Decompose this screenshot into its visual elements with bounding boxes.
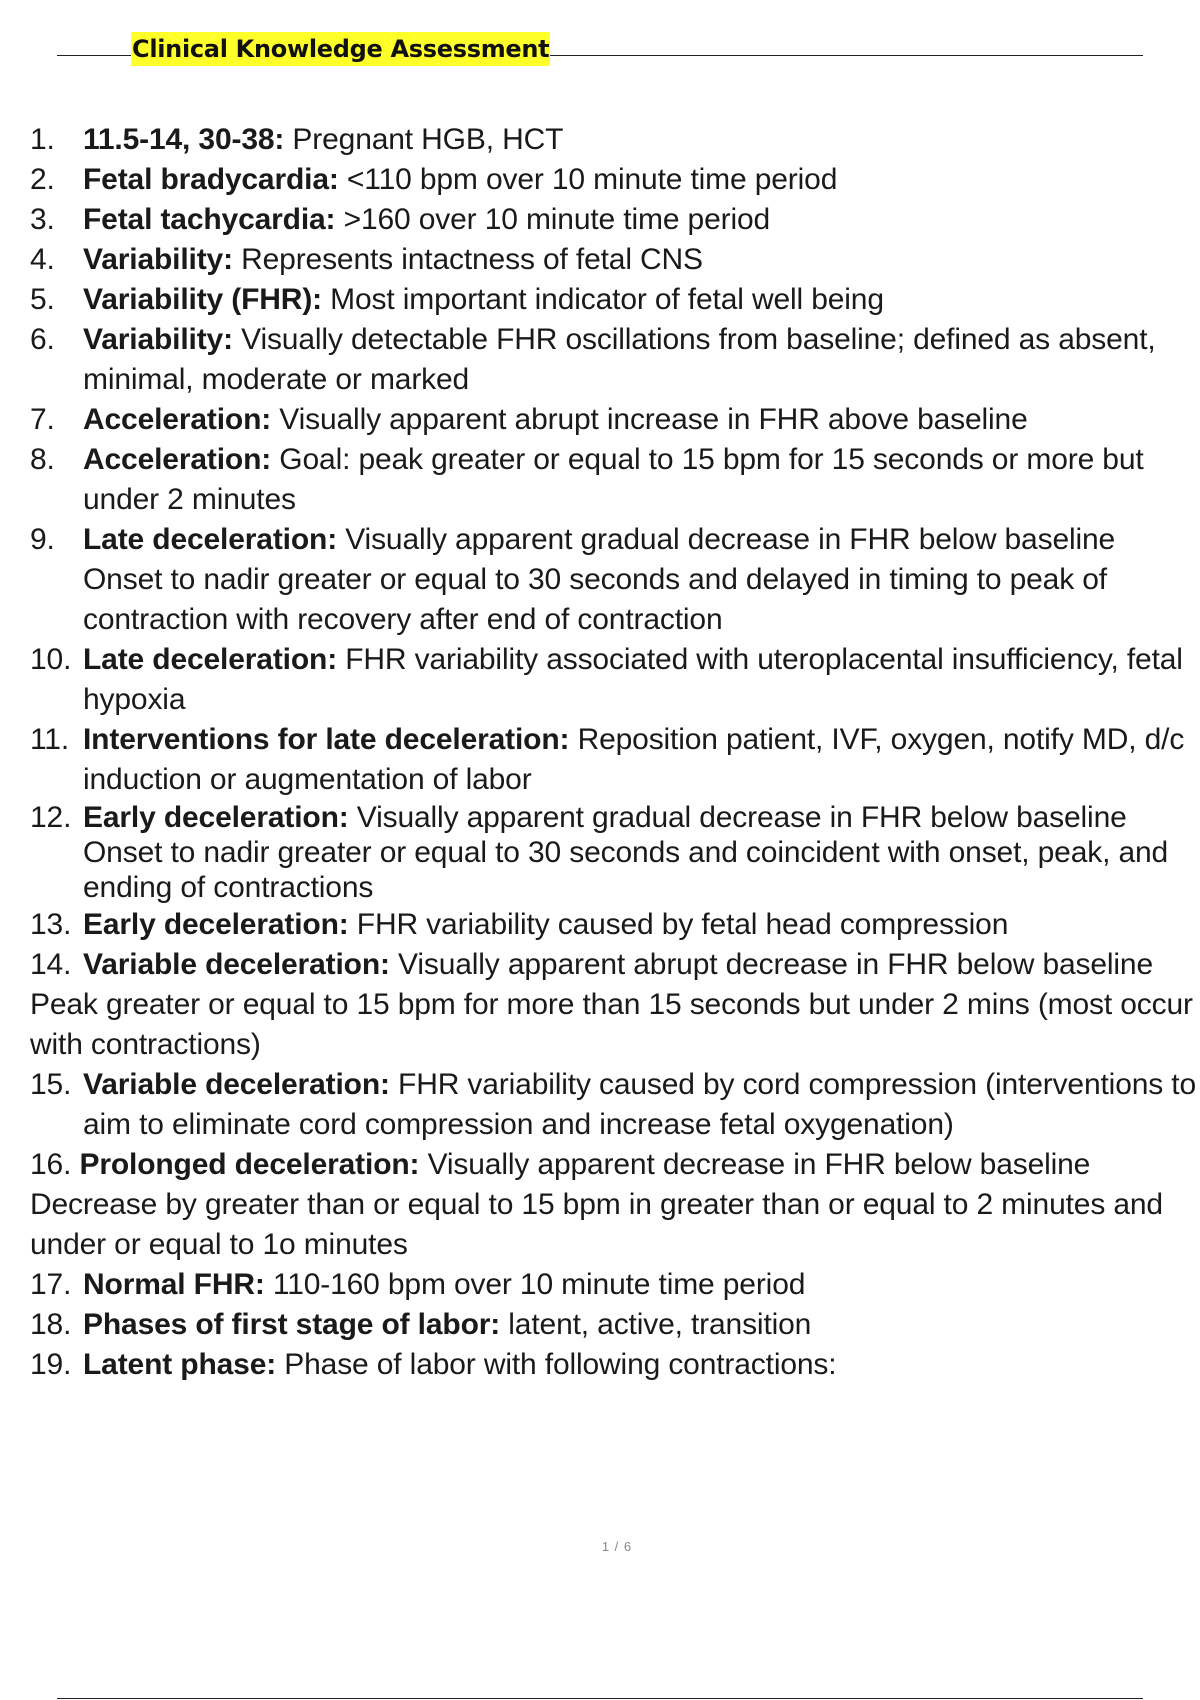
item-number: 7. xyxy=(30,403,55,436)
list-item-unindented xyxy=(30,1145,1200,1265)
item-text: Visually apparent gradual decrease in FHR below baseline Onset to nadir greater or equal to 30 seconds and delayed in timing to peak of contraction with recovery after end of contraction xyxy=(83,523,1116,636)
item-number: 2. xyxy=(30,163,55,196)
item-text: 110-160 bpm over 10 minute time period xyxy=(264,1268,806,1301)
continuation-paragraph: Peak greater or equal to 15 bpm for more than 15 seconds but under 2 mins (most occur with contractions) xyxy=(30,988,1193,1061)
item-term: Latent phase: xyxy=(83,1348,277,1381)
item-number: 16. xyxy=(30,1148,72,1181)
item-number: 6. xyxy=(30,323,55,356)
item-term: Variability: xyxy=(83,243,233,276)
item-text: >160 over 10 minute time period xyxy=(335,203,771,236)
item-number: 14. xyxy=(30,948,72,981)
list-item xyxy=(30,905,1200,945)
item-text: FHR variability caused by fetal head compression xyxy=(348,908,1009,941)
list-item xyxy=(30,320,1200,400)
item-number: 3. xyxy=(30,203,55,236)
item-number: 8. xyxy=(30,443,55,476)
item-text: Visually apparent abrupt increase in FHR above baseline xyxy=(271,403,1028,436)
list-item xyxy=(30,1065,1200,1145)
item-text: FHR variability associated with uteroplacental insufficiency, fetal hypoxia xyxy=(83,643,1183,716)
item-text: Pregnant HGB, HCT xyxy=(284,123,564,156)
list-item xyxy=(30,800,1200,905)
item-number: 15. xyxy=(30,1068,72,1101)
item-term: Fetal tachycardia: xyxy=(83,203,336,236)
item-text: Represents intactness of fetal CNS xyxy=(232,243,703,276)
page-indicator: 1 / 6 xyxy=(601,1539,633,1554)
footer-rule xyxy=(57,1698,1143,1699)
item-term: Variable deceleration: xyxy=(83,1068,390,1101)
item-term: Acceleration: xyxy=(83,403,272,436)
item-term: Late deceleration: xyxy=(83,643,338,676)
item-text: Goal: peak greater or equal to 15 bpm for 15 seconds or more but under 2 minutes xyxy=(83,443,1144,516)
item-number: 18. xyxy=(30,1308,72,1341)
item-number: 19. xyxy=(30,1348,72,1381)
list-item xyxy=(30,520,1200,640)
item-number: 13. xyxy=(30,908,72,941)
item-term: Normal FHR: xyxy=(83,1268,265,1301)
item-number: 11. xyxy=(30,723,70,756)
list-item xyxy=(30,160,1200,200)
item-number: 12. xyxy=(30,801,72,834)
list-item xyxy=(30,1345,1200,1385)
item-text: Visually apparent decrease in FHR below baseline Decrease by greater than or equal to 15 bpm in greater than or equal to 2 minutes and under or equal to 1o minutes xyxy=(30,1148,1163,1261)
list-item xyxy=(30,280,1200,320)
item-text: Visually apparent abrupt decrease in FHR below baseline xyxy=(389,948,1154,981)
item-text: <110 bpm over 10 minute time period xyxy=(338,163,838,196)
item-term: 11.5-14, 30-38: xyxy=(83,123,285,156)
list-item xyxy=(30,720,1200,800)
item-term: Acceleration: xyxy=(83,443,272,476)
item-text: Most important indicator of fetal well being xyxy=(322,283,884,316)
list-item xyxy=(30,120,1200,160)
item-number: 10. xyxy=(30,643,72,676)
list-item xyxy=(30,640,1200,720)
list-item xyxy=(30,440,1200,520)
item-text: FHR variability caused by cord compression (interventions to aim to eliminate cord compression and increase fetal oxygenation) xyxy=(83,1068,1197,1141)
item-term: Variability: xyxy=(83,323,233,356)
item-term: Early deceleration: xyxy=(83,908,349,941)
item-term: Fetal bradycardia: xyxy=(83,163,339,196)
item-number: 4. xyxy=(30,243,55,276)
item-term: Variability (FHR): xyxy=(83,283,322,316)
item-number: 17. xyxy=(30,1268,72,1301)
item-text: Visually detectable FHR oscillations from baseline; defined as absent, minimal, moderate or marked xyxy=(83,323,1156,396)
item-term: Prolonged deceleration: xyxy=(79,1148,420,1181)
item-text: Reposition patient, IVF, oxygen, notify MD, d/c induction or augmentation of labor xyxy=(83,723,1185,796)
list-item xyxy=(30,1265,1200,1305)
item-number: 5. xyxy=(30,283,55,316)
list-item xyxy=(30,400,1200,440)
item-number: 9. xyxy=(30,523,55,556)
item-term: Phases of first stage of labor: xyxy=(83,1308,501,1341)
list-item xyxy=(30,240,1200,280)
item-term: Interventions for late deceleration: xyxy=(83,723,570,756)
item-term: Late deceleration: xyxy=(83,523,338,556)
item-number: 1. xyxy=(30,123,55,156)
question-list xyxy=(30,120,1200,1385)
list-item xyxy=(30,1305,1200,1345)
item-text: Visually apparent gradual decrease in FHR below baseline Onset to nadir greater or equal to 30 seconds and coincident with onset, peak, and ending of contractions xyxy=(83,801,1169,904)
document-title: Clinical Knowledge Assessment xyxy=(131,32,550,66)
list-item xyxy=(30,200,1200,240)
item-text: Phase of labor with following contractions: xyxy=(276,1348,837,1381)
item-term: Early deceleration: xyxy=(83,801,349,834)
item-term: Variable deceleration: xyxy=(83,948,390,981)
item-text: latent, active, transition xyxy=(500,1308,812,1341)
list-item xyxy=(30,945,1200,985)
